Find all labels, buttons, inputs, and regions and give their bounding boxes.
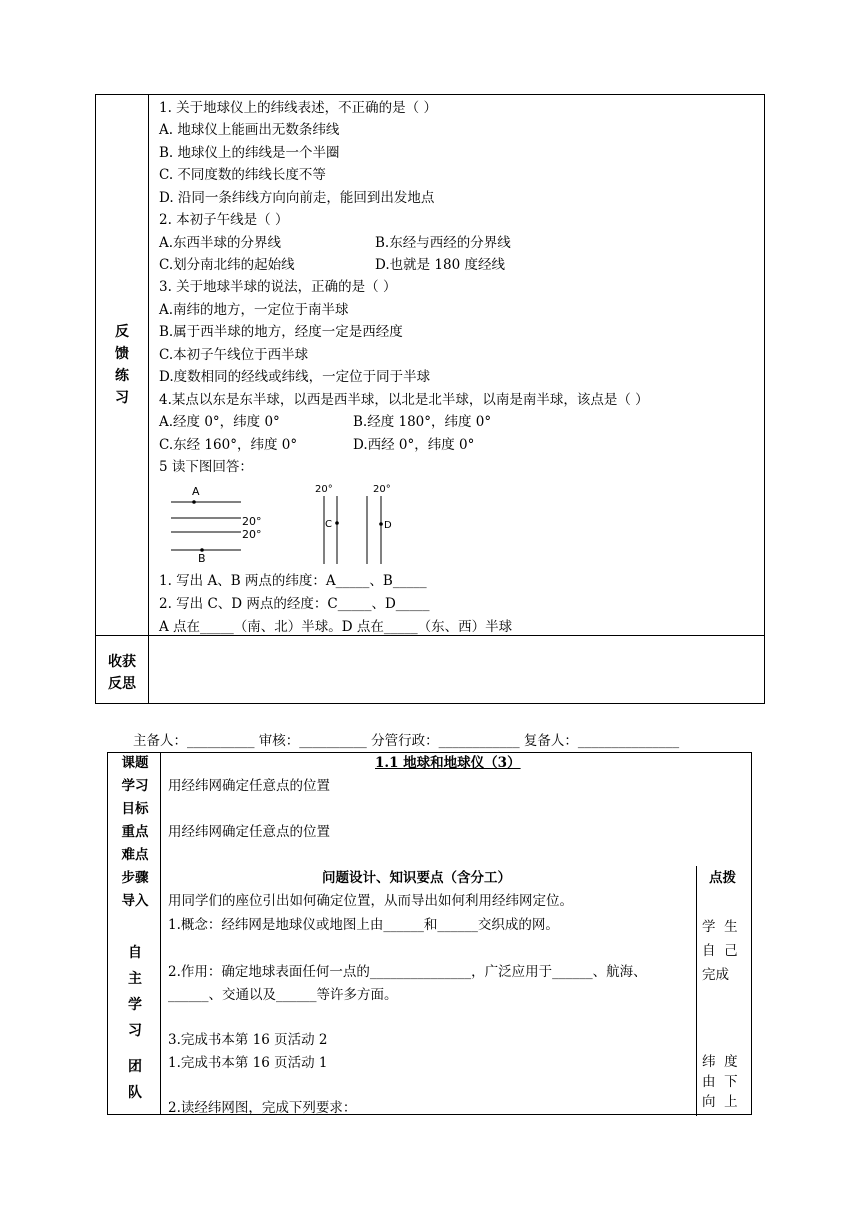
q4-option: A.经度 0°，纬度 0° — [159, 414, 280, 430]
self-item-2a: 2.作用：确定地球表面任何一点的_______________，广泛应用于______、航海、 — [168, 964, 647, 980]
label-char: 团 — [128, 1059, 142, 1075]
point-b-label: B — [198, 552, 206, 565]
latitude-label-upper: 20° — [242, 515, 262, 528]
intro-label: 导入 — [121, 893, 149, 909]
topic-label: 课题 — [121, 755, 149, 771]
col-divider — [696, 866, 697, 1116]
q1-option: D. 沿同一条纬线方向向前走，能回到出发地点 — [159, 190, 435, 206]
label-char: 习 — [115, 390, 129, 406]
label-char: 馈 — [115, 346, 129, 362]
point-a-dot — [192, 500, 196, 504]
q2-option: C.划分南北纬的起始线 — [159, 257, 295, 273]
q1-option: B. 地球仪上的纬线是一个半圈 — [159, 145, 340, 161]
self-item-1: 1.概念：经纬网是地球仪或地图上由______和______交织成的网。 — [168, 917, 559, 933]
label-char: 反 — [115, 324, 129, 340]
longitude-label-left: 20° — [315, 484, 333, 495]
tip-line: 向 上 — [702, 1094, 738, 1110]
staff-line: 主备人：__________ 审核：__________ 分管行政：____________ 复备人：_______________ — [133, 733, 680, 749]
self-study-label — [115, 940, 155, 1044]
latitude-figure — [165, 480, 285, 568]
team-item-1: 1.完成书本第 16 页活动 1 — [168, 1055, 328, 1071]
label-line: 收获 — [108, 654, 136, 670]
q4-stem: 4.某点以东是东半球，以西是西半球，以北是北半球，以南是南半球，该点是（ ） — [159, 392, 649, 408]
tip-line: 完成 — [702, 967, 729, 983]
label-char: 自 — [128, 945, 142, 961]
q3-option: A.南纬的地方，一定位于南半球 — [159, 302, 349, 318]
self-tip — [702, 915, 746, 987]
q1-option: C. 不同度数的纬线长度不等 — [159, 167, 326, 183]
goal-label: 目标 — [121, 801, 149, 817]
longitude-figure — [312, 480, 412, 568]
label-char: 习 — [128, 1023, 142, 1039]
q5-sub3: A 点在_____（南、北）半球。D 点在_____（东、西）半球 — [159, 619, 513, 635]
self-item-2b: ______、交通以及______等许多方面。 — [168, 987, 398, 1003]
tip-line: 纬 度 — [702, 1054, 738, 1070]
q2-option: A.东西半球的分界线 — [159, 235, 282, 251]
longitude-label-right: 20° — [373, 484, 391, 495]
goal-label: 学习 — [121, 778, 149, 794]
label-char: 学 — [128, 997, 142, 1013]
team-label — [115, 1054, 155, 1106]
q4-option: D.西经 0°，纬度 0° — [353, 437, 475, 453]
team-tip — [702, 1052, 746, 1112]
q1-option: A. 地球仪上能画出无数条纬线 — [159, 122, 340, 138]
q5-sub2: 2. 写出 C、D 两点的经度：C_____、D_____ — [159, 596, 430, 612]
col-divider — [160, 753, 161, 1114]
team-item-2: 2.读经纬网图，完成下列要求： — [168, 1100, 357, 1116]
label-line: 反思 — [108, 676, 136, 692]
q4-option: B.经度 180°，纬度 0° — [353, 414, 492, 430]
q3-option: B.属于西半球的地方，经度一定是西经度 — [159, 324, 403, 340]
point-c-label: C — [325, 519, 332, 530]
step-header: 步骤 — [121, 870, 149, 886]
point-d-label: D — [384, 520, 392, 531]
label-char: 主 — [128, 971, 142, 987]
q3-option: C.本初子午线位于西半球 — [159, 347, 309, 363]
q3-stem: 3. 关于地球半球的说法，正确的是（ ） — [159, 279, 397, 295]
point-a-label: A — [192, 485, 200, 498]
goal-value: 用经纬网确定任意点的位置 — [168, 778, 330, 794]
design-header: 问题设计、知识要点（含分工） — [322, 870, 511, 886]
key-label: 难点 — [121, 847, 149, 863]
q4-option: C.东经 160°，纬度 0° — [159, 437, 298, 453]
tip-line: 学 生 — [702, 919, 738, 935]
q2-option: B.东经与西经的分界线 — [375, 235, 511, 251]
point-d-dot — [379, 522, 383, 526]
reflection-label — [96, 651, 148, 695]
key-value: 用经纬网确定任意点的位置 — [168, 824, 330, 840]
q3-option: D.度数相同的经线或纬线，一定位于同于半球 — [159, 369, 431, 385]
intro-value: 用同学们的座位引出如何确定位置，从而导出如何利用经纬网定位。 — [168, 893, 573, 909]
tip-line: 自 己 — [702, 943, 738, 959]
point-c-dot — [335, 521, 339, 525]
feedback-label — [96, 321, 148, 409]
q2-stem: 2. 本初子午线是（ ） — [159, 212, 289, 228]
label-char: 练 — [115, 368, 129, 384]
q5-sub1: 1. 写出 A、B 两点的纬度：A_____、B_____ — [159, 573, 427, 589]
latitude-label-lower: 20° — [242, 528, 262, 541]
q5-stem: 5 读下图回答： — [159, 459, 253, 475]
key-label: 重点 — [121, 824, 149, 840]
q2-option: D.也就是 180 度经线 — [375, 257, 505, 273]
topic-value: 1.1 地球和地球仪（3） — [375, 755, 521, 771]
tip-line: 由 下 — [702, 1074, 738, 1090]
tips-header: 点拨 — [709, 870, 736, 886]
q1-stem: 1. 关于地球仪上的纬线表述，不正确的是（ ） — [159, 100, 437, 116]
self-item-3: 3.完成书本第 16 页活动 2 — [168, 1032, 328, 1048]
label-char: 队 — [128, 1085, 142, 1101]
